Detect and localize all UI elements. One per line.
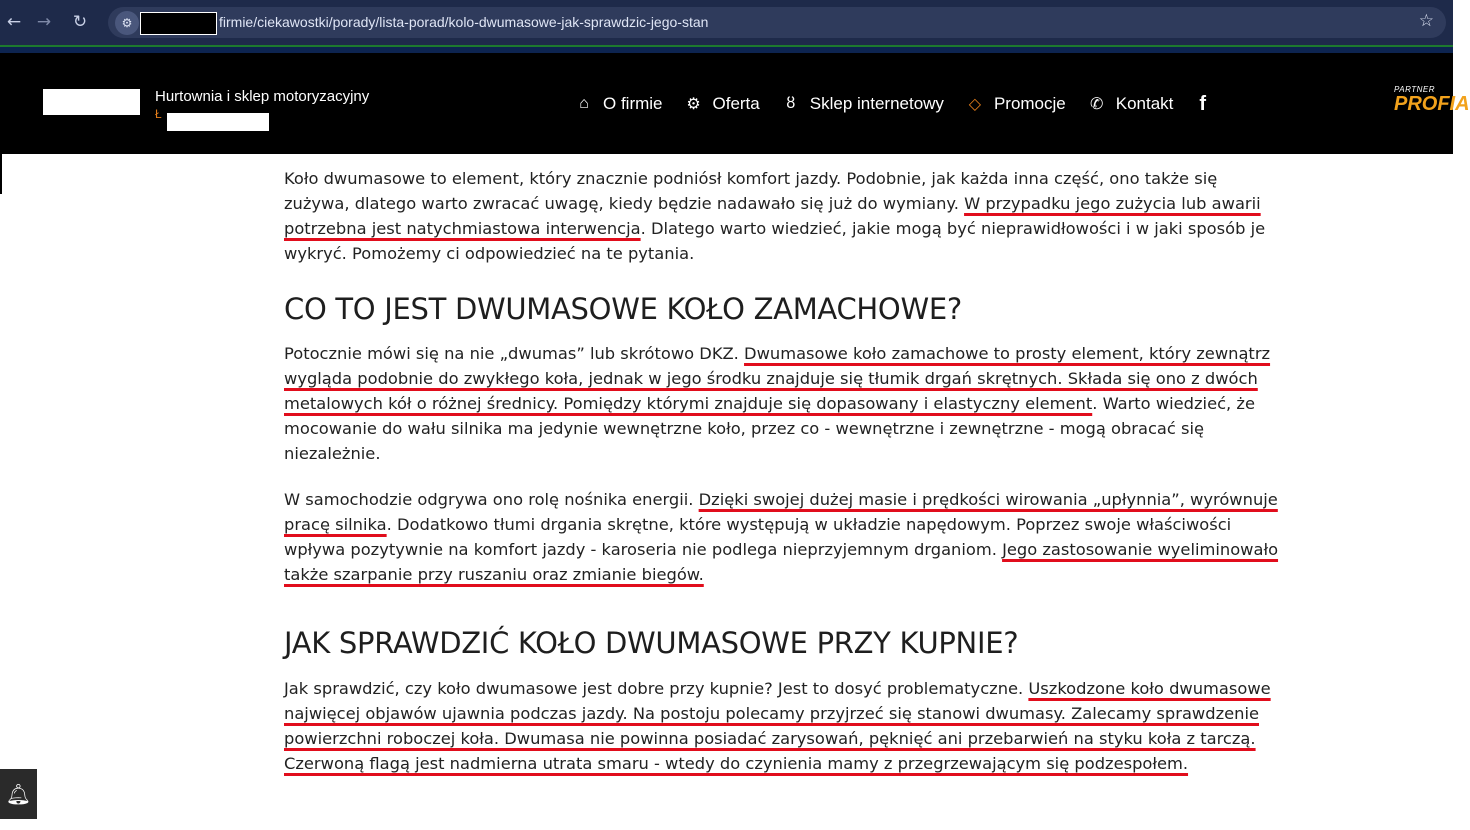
tab-strip-accent xyxy=(0,45,1453,53)
tune-icon[interactable]: ⚙ xyxy=(115,11,139,35)
menu-item-label: Oferta xyxy=(712,94,760,113)
text-segment: Potocznie mówi się na nie „dwumas” lub skrótowo DKZ. xyxy=(284,344,745,363)
profi-logo-text: PROFIA xyxy=(1394,93,1470,115)
redacted-subline xyxy=(167,113,269,131)
text-segment: . Warto wiedzieć, że mocowanie do wału silnika ma jedynie wewnętrzne koło, przez co - wewnętrzne i zewnętrzne - mogą obracać się niezależnie. xyxy=(284,394,1255,463)
text-segment: . Dlatego warto wiedzieć, jakie mogą być nieprawidłowości i w jaki sposób je wykryć. Pomożemy ci odpowiedzieć na te pytania. xyxy=(284,219,1266,263)
section-heading: CO TO JEST DWUMASOWE KOŁO ZAMACHOWE? xyxy=(284,292,962,326)
text-segment: . Dodatkowo tłumi drgania skrętne, które występują w układzie napędowym. Poprzez swoje właściwości wpływa pozytywnie na komfort jazdy - karoseria nie podlega nieprzyjemnym drganiom. xyxy=(284,515,1232,559)
redacted-logo[interactable] xyxy=(43,89,140,115)
profi-logo[interactable] xyxy=(1394,93,1470,116)
section-heading: JAK SPRAWDZIĆ KOŁO DWUMASOWE PRZY KUPNIE? xyxy=(284,626,1019,660)
menu-item-kontakt[interactable] xyxy=(1086,94,1174,114)
partner-label: PARTNER xyxy=(1394,85,1435,94)
highlighted-text: Dwumasowe koło zamachowe to prosty element, który zewnątrz wygląda podobnie do zwykłego koła, jednak w jego środku znajduje się tłumik drgań skrętnych. Składa się ono z dwóch metalowych kół o różnej średnicy. Pomiędzy którymi znajduje się dopasowany i elastyczny element xyxy=(284,344,1271,413)
menu-item-label: O firmie xyxy=(603,94,663,113)
browser-toolbar xyxy=(0,0,1453,45)
star-icon[interactable]: ☆ xyxy=(1418,11,1434,31)
site-tagline: Hurtownia i sklep motoryzacyjny xyxy=(155,88,370,105)
paragraph xyxy=(284,487,1284,587)
menu-item-o-firmie[interactable] xyxy=(573,94,663,114)
redacted-domain xyxy=(140,12,217,35)
menu-item-promocje[interactable] xyxy=(964,94,1066,114)
paragraph xyxy=(284,341,1284,466)
menu-item-oferta[interactable] xyxy=(683,94,760,114)
tag-icon: ◇ xyxy=(968,96,982,113)
shop-icon: ȣ xyxy=(786,95,796,112)
arrow-left-icon[interactable]: ← xyxy=(6,12,22,32)
text-segment: W samochodzie odgrywa ono rolę nośnika energii. xyxy=(284,490,699,509)
menu-item-label: Sklep internetowy xyxy=(809,94,944,113)
intro-paragraph xyxy=(284,166,1284,266)
highlighted-text: Uszkodzone koło dwumasowe najwięcej objawów ujawnia podczas jazdy. Na postoju polecamy przyjrzeć się stanowi dwumasy. Zalecamy sprawdzenie powierzchni roboczej koła. Dwumasa nie powinna posiadać zarysowań, pęknięć ani przebarwień na styku koła z tarczą. Czerwoną flagą jest nadmierna utrata smaru - wtedy do czynienia mamy z przegrzewającym się podzespołem. xyxy=(284,679,1271,773)
left-edge-bar xyxy=(0,154,2,194)
menu-item-sklep[interactable] xyxy=(780,94,944,114)
facebook-icon[interactable]: f xyxy=(1199,92,1207,115)
text-segment: Jak sprawdzić, czy koło dwumasowe jest dobre przy kupnie? Jest to dosyć problematyczne. xyxy=(284,679,1029,698)
article-content xyxy=(284,166,1284,776)
home-icon: ⌂ xyxy=(579,95,589,112)
arrow-right-icon[interactable]: → xyxy=(36,12,52,32)
address-bar[interactable] xyxy=(108,7,1446,38)
url-text[interactable]: firmie/ciekawostki/porady/lista-porad/kolo-dwumasowe-jak-sprawdzic-jego-stan xyxy=(219,14,709,30)
reload-icon[interactable]: ↻ xyxy=(72,12,88,32)
text-segment: Koło dwumasowe to element, który znacznie podniósł komfort jazdy. Podobnie, jak każda inna część, ono także się zużywa, dlatego warto zwracać uwagę, kiedy będzie nadawało się już do wymiany. xyxy=(284,169,1218,213)
phone-icon: ✆ xyxy=(1090,96,1104,113)
highlighted-text: W przypadku jego zużycia lub awarii potrzebna jest natychmiastowa interwencja xyxy=(284,194,1261,238)
site-header xyxy=(0,53,1470,154)
paragraph xyxy=(284,676,1284,776)
highlighted-text: Jego zastosowanie wyeliminowało także szarpanie przy ruszaniu oraz zmianie biegów. xyxy=(284,540,1279,584)
bell-icon[interactable]: 🔔︎ xyxy=(0,769,37,819)
site-subline: Ł xyxy=(155,107,162,121)
gear-icon: ⚙ xyxy=(686,96,701,113)
menu-item-label: Kontakt xyxy=(1115,94,1174,113)
menu-item-label: Promocje xyxy=(993,94,1066,113)
highlighted-text: Dzięki swojej dużej masie i prędkości wirowania „upłynnia”, wyrównuje pracę silnika xyxy=(284,490,1278,534)
main-menu xyxy=(573,91,1206,117)
